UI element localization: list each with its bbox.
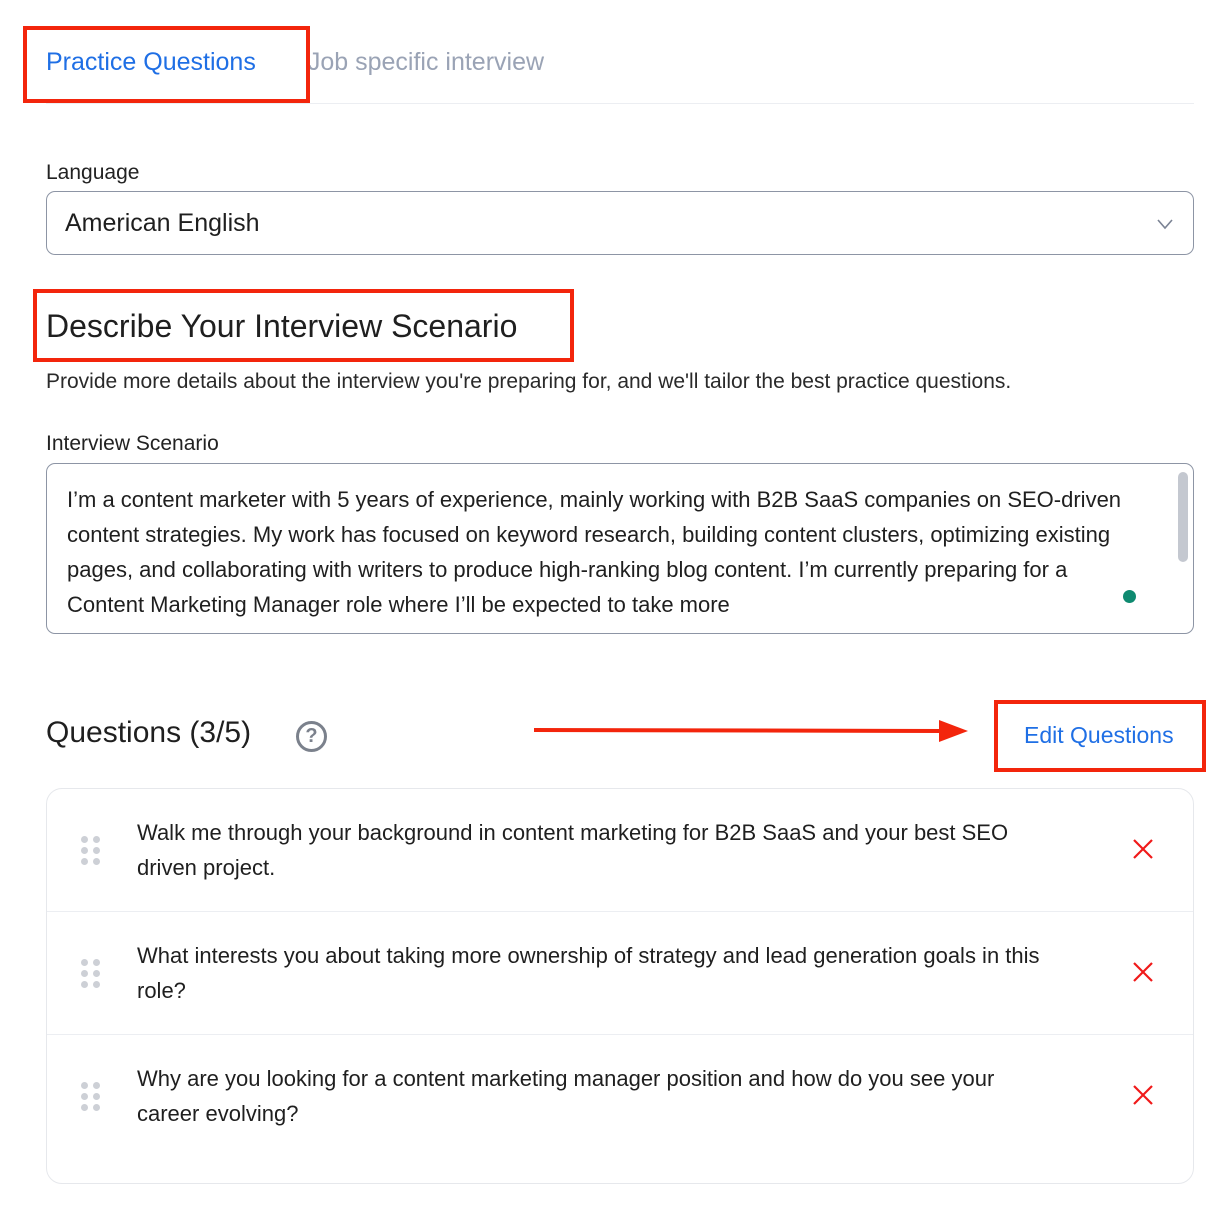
interview-scenario-text: I’m a content marketer with 5 years of experience, mainly working with B2B SaaS companies on SEO-driven content strategies. My work has focused on keyword research, building content clusters, optimizing existing pages, and collaborating with writers to produce high-ranking blog content. I’m currently preparing for a Content Marketing Manager role where I’ll be expected to take more xyxy=(67,487,1122,617)
question-row xyxy=(47,789,1193,912)
remove-question-x-icon[interactable] xyxy=(1130,959,1156,985)
drag-handle-icon[interactable] xyxy=(81,959,101,989)
interview-scenario-label: Interview Scenario xyxy=(46,432,219,455)
interview-scenario-textarea[interactable] xyxy=(46,463,1194,634)
language-label: Language xyxy=(46,161,140,184)
status-dot-icon xyxy=(1123,590,1136,603)
remove-question-x-icon[interactable] xyxy=(1130,1082,1156,1108)
tab-practice-questions[interactable]: Practice Questions xyxy=(46,48,256,76)
question-text: Walk me through your background in content marketing for B2B SaaS and your best SEO driven project. xyxy=(137,820,1009,880)
scenario-section-description: Provide more details about the interview you're preparing for, and we'll tailor the best practice questions. xyxy=(46,370,1012,393)
drag-handle-icon[interactable] xyxy=(81,1082,101,1112)
questions-title: Questions (3/5) xyxy=(46,716,252,749)
question-text: Why are you looking for a content marketing manager position and how do you see your career evolving? xyxy=(137,1066,995,1126)
scenario-section-title: Describe Your Interview Scenario xyxy=(46,308,518,344)
question-row xyxy=(47,912,1193,1035)
tab-bar xyxy=(46,28,1194,104)
question-circle-icon[interactable]: ? xyxy=(296,721,327,752)
textarea-scrollbar[interactable] xyxy=(1178,472,1188,562)
remove-question-x-icon[interactable] xyxy=(1130,836,1156,862)
questions-list xyxy=(46,788,1194,1184)
tab-job-specific-interview[interactable]: Job specific interview xyxy=(307,48,545,76)
language-select[interactable] xyxy=(46,191,1194,255)
question-row xyxy=(47,1035,1193,1158)
drag-handle-icon[interactable] xyxy=(81,836,101,866)
annotation-arrow-icon xyxy=(534,716,974,746)
edit-questions-button[interactable]: Edit Questions xyxy=(1024,722,1174,748)
language-select-value: American English xyxy=(65,208,260,237)
chevron-down-icon xyxy=(1155,214,1175,234)
question-text: What interests you about taking more ownership of strategy and lead generation goals in this role? xyxy=(137,943,1040,1003)
